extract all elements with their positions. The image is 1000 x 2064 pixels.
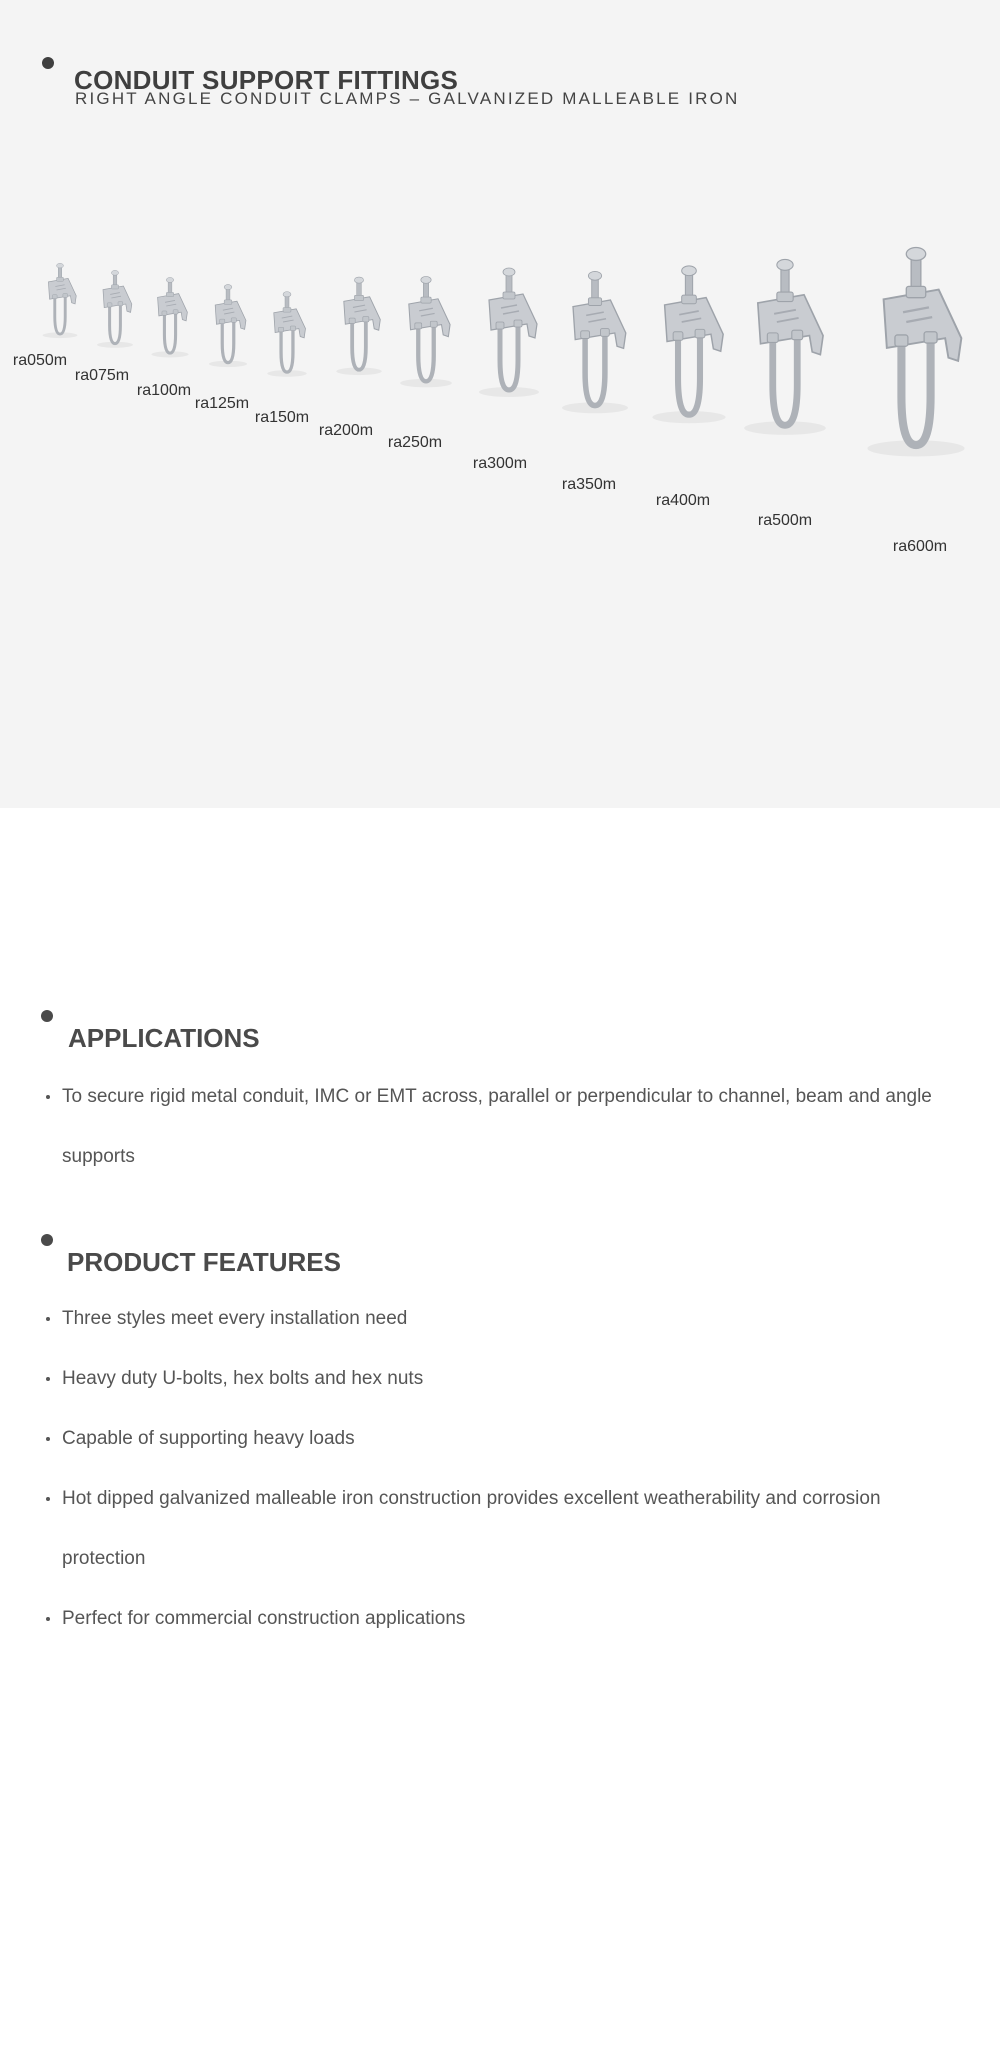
clamp-plate-shape (573, 300, 626, 348)
hex-nut-shape (777, 292, 793, 302)
bolt-head-shape (906, 247, 925, 260)
clamp-illustration (97, 270, 133, 347)
clamp-label: ra050m (12, 352, 68, 369)
feature-item (46, 1349, 946, 1409)
hex-nut-shape (421, 297, 431, 303)
clamp-plate-shape (158, 294, 188, 321)
clamp-lineup-illustration (0, 0, 1000, 808)
clamp-plate-shape (103, 286, 132, 312)
clamp-plate-shape (489, 294, 537, 338)
bolt-head-shape (354, 277, 363, 283)
hex-nut-shape (283, 307, 291, 312)
clamp-illustration (209, 285, 247, 368)
feature-item (46, 1289, 946, 1349)
hex-nut-shape (278, 327, 283, 332)
bolt-head-shape (57, 263, 64, 268)
clamp-label: ra600m (892, 538, 948, 555)
clamp-label: ra350m (561, 476, 617, 493)
clamp-plate-shape (409, 299, 450, 337)
hex-nut-shape (63, 293, 68, 297)
hex-nut-shape (430, 321, 437, 327)
feature-item (46, 1409, 946, 1469)
clamp-label: ra400m (655, 492, 711, 509)
clamp-illustration (744, 259, 826, 434)
bolt-head-shape (166, 277, 173, 282)
bolt-head-shape (224, 285, 232, 290)
page-subtitle: RIGHT ANGLE CONDUIT CLAMPS – GALVANIZED MALLEABLE IRON (75, 89, 740, 108)
clamp-illustration (867, 247, 964, 456)
hex-nut-shape (118, 302, 123, 306)
clamp-illustration (336, 277, 382, 375)
hex-nut-shape (162, 311, 167, 315)
u-bolt-shape (164, 311, 175, 353)
hex-nut-shape (52, 295, 57, 299)
u-bolt-shape (418, 323, 433, 381)
applications-item (46, 1067, 946, 1187)
bolt-head-shape (111, 270, 118, 275)
bolt-head-shape (283, 292, 291, 297)
hex-nut-shape (57, 277, 64, 281)
clamp-illustration (400, 276, 452, 387)
hex-nut-shape (695, 329, 705, 338)
u-bolt-shape (110, 303, 121, 344)
feature-item-text: Heavy duty U-bolts, hex bolts and hex nuts (62, 1368, 424, 1389)
u-bolt-shape (901, 335, 930, 445)
hex-nut-shape (231, 318, 236, 322)
clamp-illustration (479, 268, 539, 397)
hex-nut-shape (924, 332, 937, 343)
hex-nut-shape (111, 285, 118, 289)
u-bolt-shape (222, 319, 234, 363)
bullet-dot-icon (46, 1317, 50, 1321)
bullet-dot-icon (46, 1095, 50, 1099)
u-bolt-shape (281, 327, 293, 372)
hex-nut-shape (503, 292, 515, 299)
applications-item-text: To secure rigid metal conduit, IMC or EMT across, parallel or perpendicular to channel, beam and angle supports (62, 1086, 932, 1167)
hex-nut-shape (349, 318, 355, 323)
feature-item-text: Three styles meet every installation need (62, 1308, 408, 1329)
clamp-plate-shape (884, 290, 962, 361)
feature-item-text: Hot dipped galvanized malleable iron construction provides excellent weatherability and corrosion protection (62, 1488, 881, 1569)
hex-nut-shape (107, 303, 112, 307)
bullet-dot-icon (46, 1437, 50, 1441)
clamp-plate-shape (665, 298, 724, 352)
bolt-head-shape (588, 271, 601, 280)
bolt-head-shape (777, 259, 793, 270)
u-bolt-shape (678, 332, 700, 415)
hex-nut-shape (588, 298, 601, 306)
hex-nut-shape (415, 323, 422, 329)
bullet-dot-icon (46, 1497, 50, 1501)
features-heading: PRODUCT FEATURES (67, 1246, 341, 1277)
clamp-plate-shape (48, 278, 76, 304)
clamp-label: ra200m (318, 422, 374, 439)
u-bolt-shape (773, 333, 797, 425)
clamp-label: ra250m (387, 434, 443, 451)
u-bolt-shape (352, 318, 366, 370)
hex-nut-shape (224, 300, 232, 304)
clamp-plate-shape (274, 309, 306, 338)
bullet-icon (41, 1010, 53, 1022)
hex-nut-shape (354, 295, 363, 300)
clamp-label: ra150m (254, 409, 310, 426)
feature-item (46, 1469, 946, 1589)
u-bolt-shape (500, 322, 518, 390)
hex-nut-shape (767, 333, 778, 343)
clamp-illustration (562, 271, 628, 413)
clamp-illustration (267, 292, 307, 377)
bullet-dot-icon (46, 1377, 50, 1381)
hex-nut-shape (173, 310, 178, 314)
hex-nut-shape (290, 326, 295, 331)
hex-nut-shape (792, 330, 803, 340)
feature-item (46, 1589, 946, 1649)
u-bolt-shape (585, 331, 605, 406)
bolt-head-shape (421, 276, 431, 283)
clamp-label: ra125m (194, 395, 250, 412)
hex-nut-shape (682, 295, 697, 304)
clamp-label: ra500m (757, 512, 813, 529)
feature-item-text: Capable of supporting heavy loads (62, 1428, 355, 1449)
clamp-label: ra300m (472, 455, 528, 472)
hex-nut-shape (581, 331, 590, 339)
clamp-illustration (43, 263, 78, 338)
hex-nut-shape (220, 319, 225, 323)
hex-nut-shape (496, 322, 504, 329)
page-title: CONDUIT SUPPORT FITTINGS (74, 65, 459, 96)
clamp-plate-shape (758, 295, 823, 355)
clamp-plate-shape (215, 301, 246, 329)
clamp-illustration (652, 266, 725, 423)
u-bolt-shape (55, 295, 65, 334)
hex-nut-shape (514, 320, 522, 327)
applications-heading: APPLICATIONS (68, 1022, 260, 1053)
hex-nut-shape (166, 292, 173, 296)
hex-nut-shape (363, 317, 369, 322)
clamp-illustration (151, 277, 188, 357)
hex-nut-shape (906, 286, 925, 297)
feature-item-text: Perfect for commercial construction applications (62, 1608, 466, 1629)
bolt-head-shape (503, 268, 515, 276)
hex-nut-shape (601, 329, 610, 337)
bolt-head-shape (682, 266, 697, 276)
hex-nut-shape (673, 332, 683, 341)
hex-nut-shape (895, 335, 908, 346)
bullet-dot-icon (46, 1617, 50, 1621)
clamp-plate-shape (344, 297, 380, 330)
clamp-label: ra100m (136, 382, 192, 399)
clamp-label: ra075m (74, 367, 130, 384)
product-hero (0, 0, 1000, 808)
bullet-icon (41, 1234, 53, 1246)
